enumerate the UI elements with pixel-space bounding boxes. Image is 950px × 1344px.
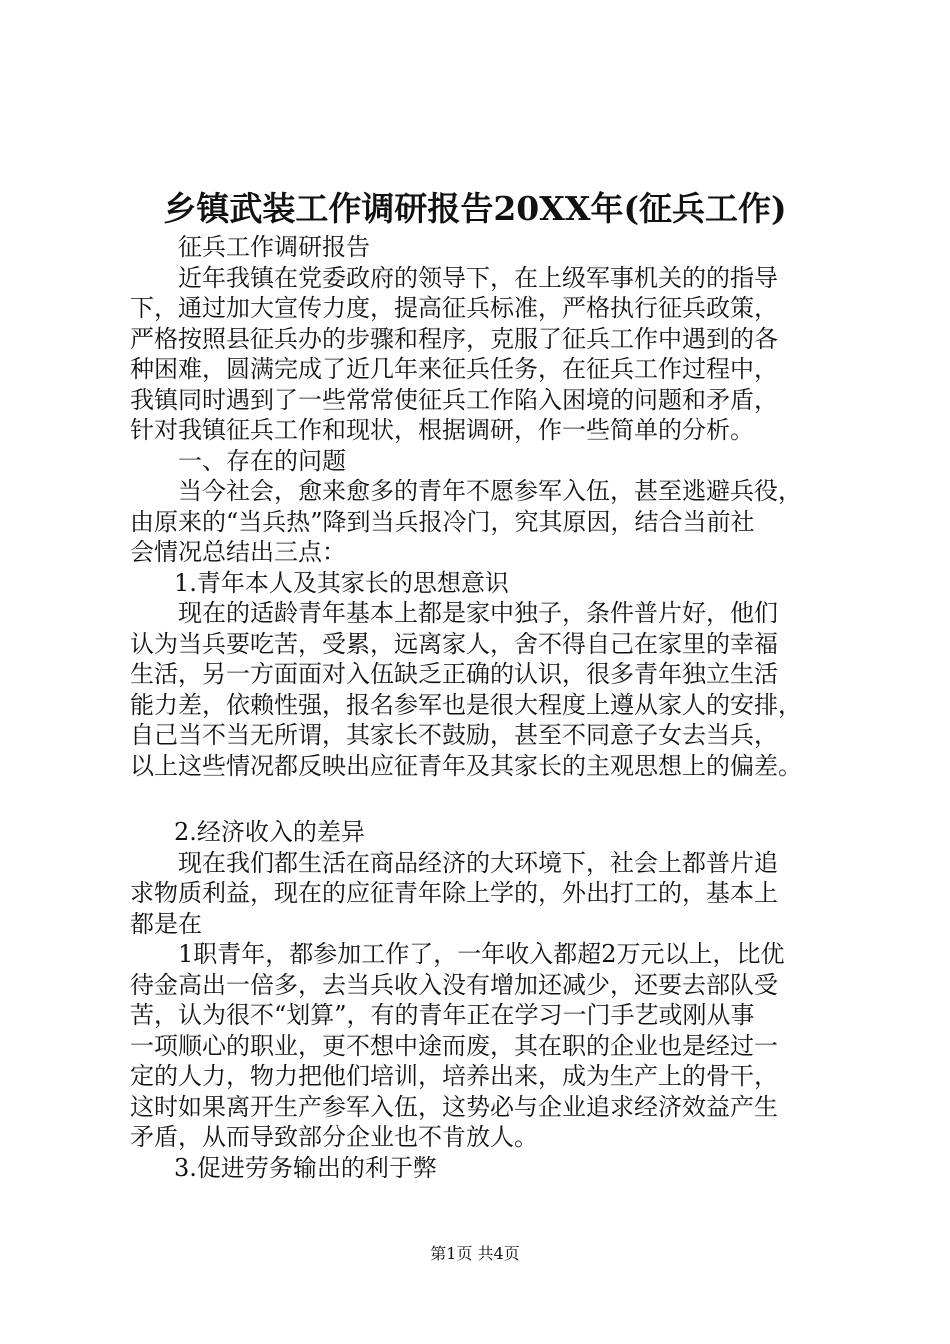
paragraph-line: 定的人力，物力把他们培训，培养出来，成为生产上的骨干，	[130, 1062, 778, 1090]
paragraph-line: 由原来的“当兵热”降到当兵报冷门，究其原因，结合当前社	[130, 507, 755, 536]
paragraph-line: 一项顺心的职业，更不想中途而废，其在职的企业也是经过一	[130, 1031, 778, 1060]
paragraph-line: 下，通过加大宣传力度，提高征兵标准，严格执行征兵政策，	[130, 294, 778, 322]
subsection-heading: 2.经济收入的差异	[174, 818, 365, 846]
paragraph-line: 待金高出一倍多，去当兵收入没有增加还减少，还要去部队受	[130, 970, 778, 999]
paragraph-line: 都是在	[130, 909, 202, 938]
paragraph-line: 种困难，圆满完成了近几年来征兵任务，在征兵工作过程中，	[130, 355, 778, 383]
paragraph-line: 针对我镇征兵工作和现状，根据调研，作一些简单的分析。	[130, 416, 754, 444]
paragraph-line: 求物质利益，现在的应征青年除上学的，外出打工的，基本上	[130, 879, 778, 907]
paragraph-line: 以上这些情况都反映出应征青年及其家长的主观思想上的偏差。	[130, 751, 802, 780]
paragraph-line: 认为当兵要吃苦，受累，远离家人，舍不得自己在家里的幸福	[130, 629, 778, 658]
paragraph-line: 会情况总结出三点：	[130, 538, 346, 566]
paragraph-line: 1职青年，都参加工作了，一年收入都超2万元以上，比优	[178, 940, 785, 968]
blank-line	[130, 781, 850, 817]
paragraph-line: 能力差，依赖性强，报名参军也是很大程度上遵从家人的安排，	[130, 690, 802, 719]
paragraph-line: 我镇同时遇到了一些常常使征兵工作陷入困境的问题和矛盾，	[130, 385, 778, 414]
paragraph-line: 自己当不当无所谓，其家长不鼓励，甚至不同意子女去当兵，	[130, 721, 778, 749]
page-footer: 第1页 共4页	[430, 1244, 520, 1263]
paragraph-line: 严格按照县征兵办的步骤和程序，克服了征兵工作中遇到的各	[130, 324, 778, 353]
paragraph-line: 现在我们都生活在商品经济的大环境下，社会上都普片追	[178, 848, 778, 877]
document-title: 乡镇武装工作调研报告20XX年(征兵工作)	[163, 189, 787, 228]
subsection-heading: 1.青年本人及其家长的思想意识	[174, 568, 509, 597]
paragraph-line: 这时如果离开生产参军入伍，这势必与企业追求经济效益产生	[130, 1092, 778, 1121]
paragraph-line: 矛盾，从而导致部分企业也不肯放人。	[130, 1123, 538, 1151]
paragraph-line: 当今社会，愈来愈多的青年不愿参军入伍，甚至逃避兵役，	[178, 477, 802, 505]
paragraph-line: 生活，另一方面面对入伍缺乏正确的认识，很多青年独立生活	[130, 660, 778, 688]
section-heading: 一、存在的问题	[178, 446, 346, 475]
report-subtitle: 征兵工作调研报告	[178, 233, 370, 261]
document-body	[130, 232, 850, 1183]
paragraph-line: 近年我镇在党委政府的领导下，在上级军事机关的的指导	[178, 263, 778, 292]
subsection-heading: 3.促进劳务输出的利于弊	[174, 1153, 437, 1182]
paragraph-line: 苦，认为很不“划算”，有的青年正在学习一门手艺或刚从事	[130, 1001, 755, 1029]
paragraph-line: 现在的适龄青年基本上都是家中独子，条件普片好，他们	[178, 599, 778, 627]
